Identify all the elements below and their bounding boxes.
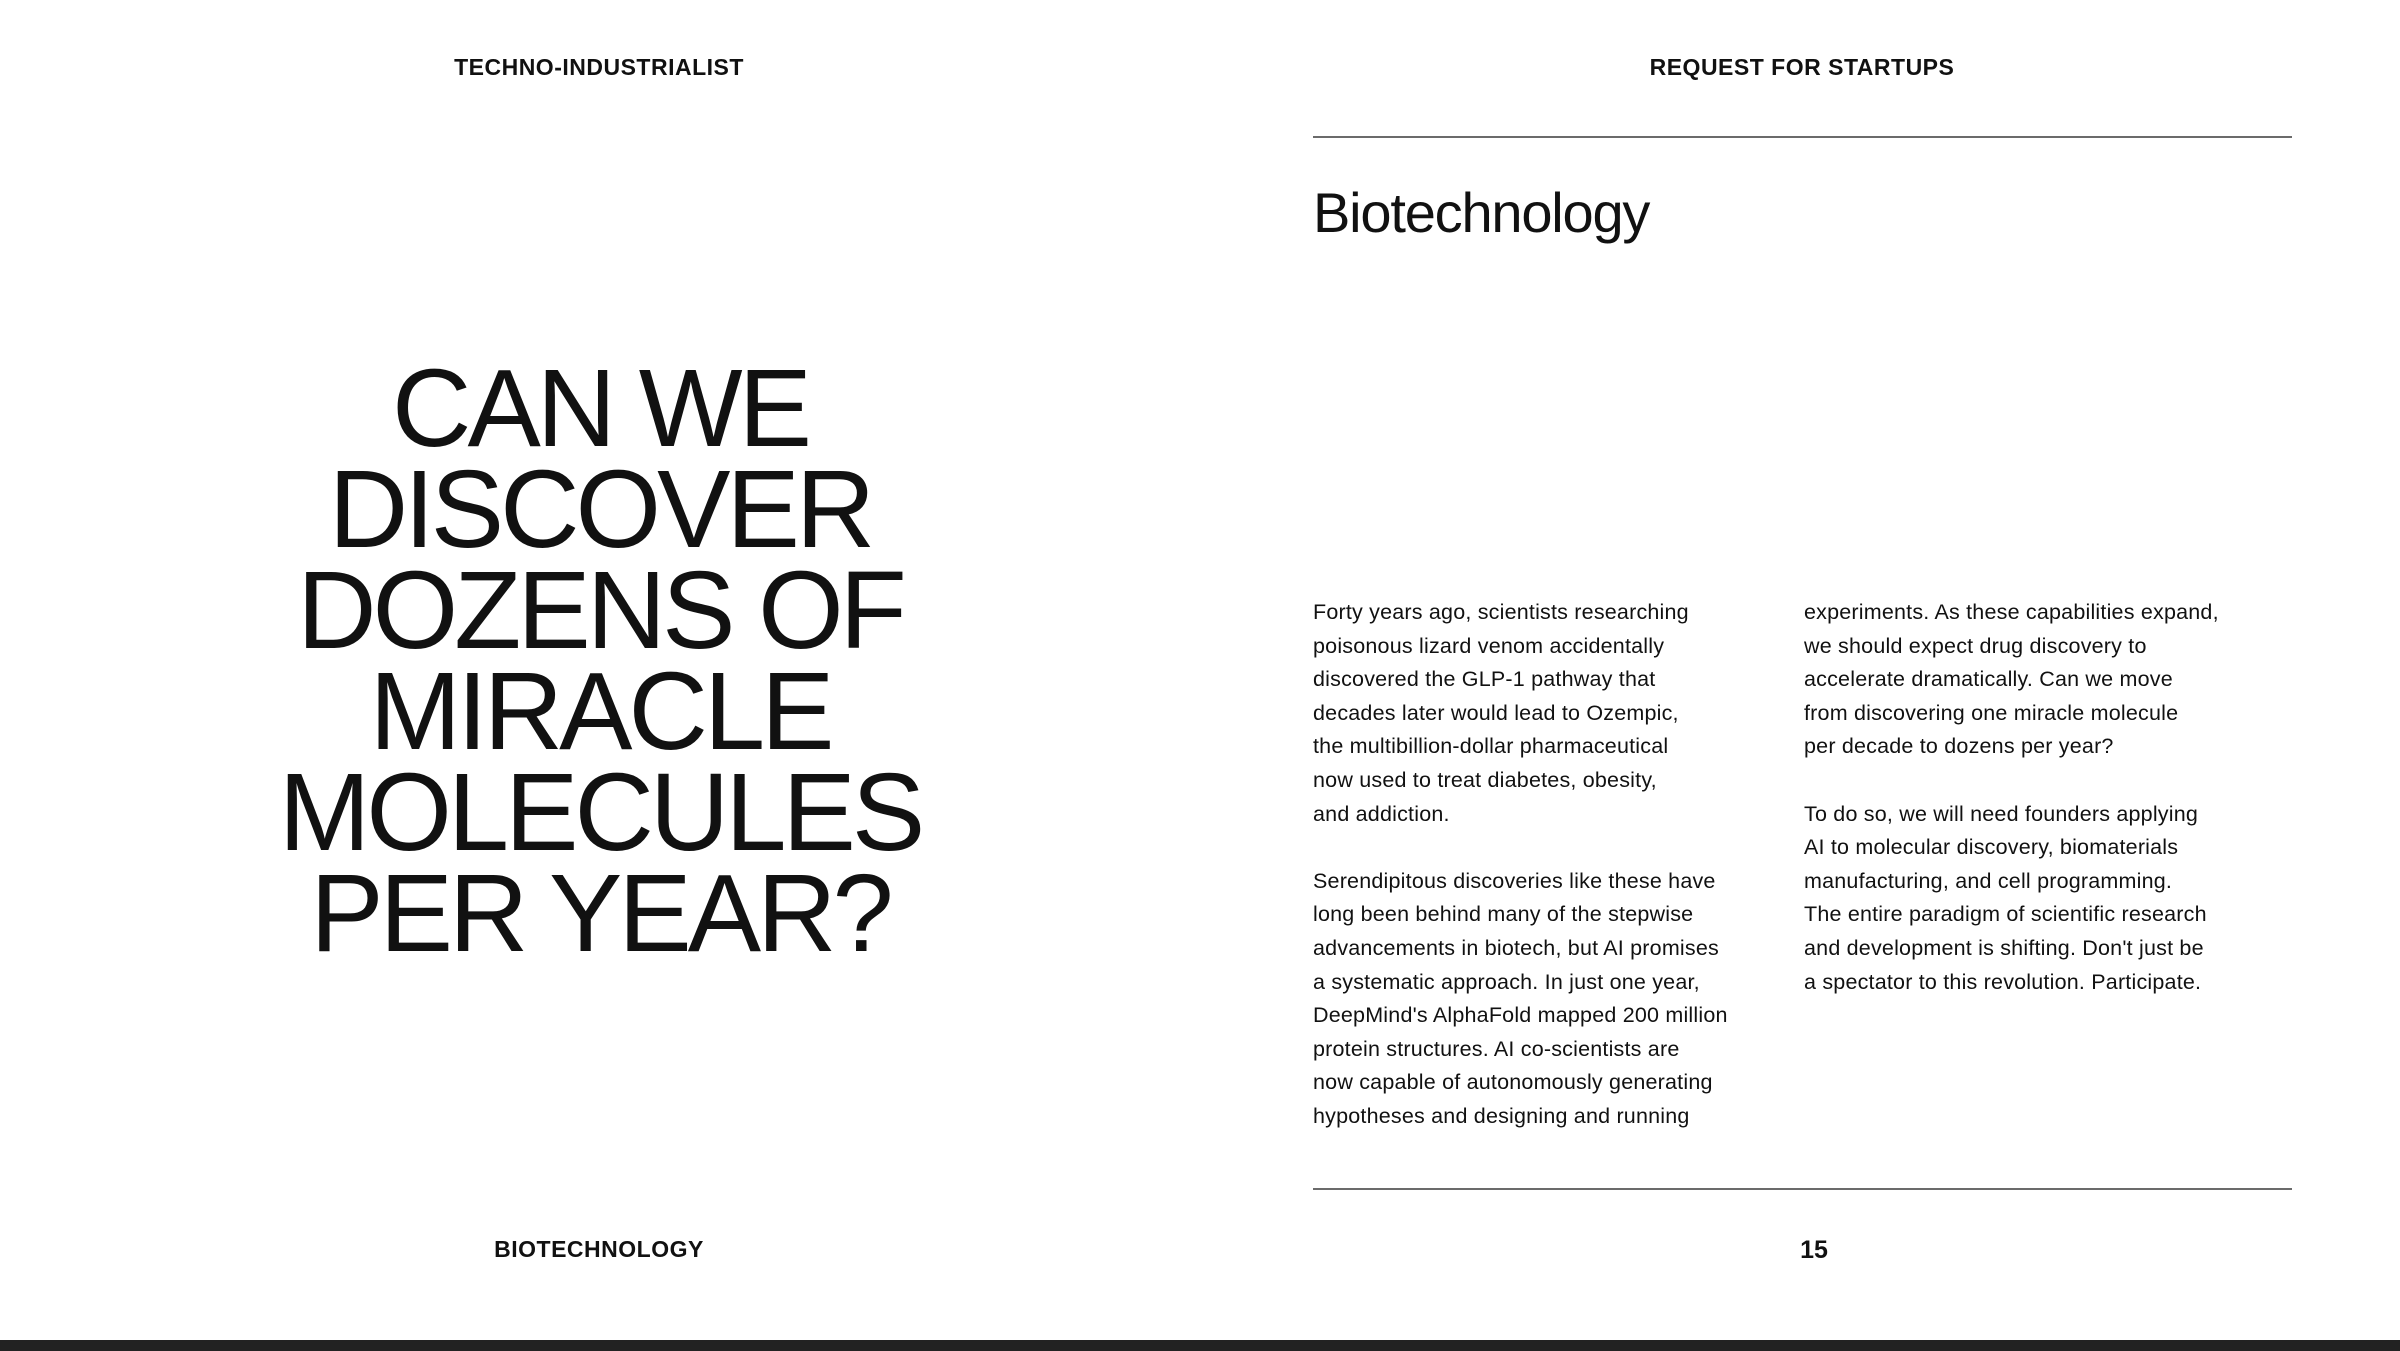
hero-line: PER YEAR? xyxy=(310,852,890,975)
text-line: now capable of autonomously generating xyxy=(1313,1070,1713,1095)
text-line: hypotheses and designing and running xyxy=(1313,1103,1690,1128)
text-line: The entire paradigm of scientific research xyxy=(1804,902,2207,927)
text-line: long been behind many of the stepwise xyxy=(1313,902,1694,927)
top-divider xyxy=(1313,136,2292,138)
viewer-bottom-bar xyxy=(0,1340,2400,1351)
text-line: Serendipitous discoveries like these have xyxy=(1313,868,1716,893)
hero-line: MIRACLE xyxy=(369,650,831,773)
hero-line: DOZENS OF xyxy=(297,549,903,672)
page-number: 15 xyxy=(1800,1236,1828,1264)
text-line: we should expect drug discovery to xyxy=(1804,633,2147,658)
text-line: manufacturing, and cell programming. xyxy=(1804,868,2173,893)
text-line: from discovering one miracle molecule xyxy=(1804,700,2179,725)
footer-section-label: BIOTECHNOLOGY xyxy=(494,1236,704,1262)
text-line: Forty years ago, scientists researching xyxy=(1313,600,1689,624)
body-column-left xyxy=(1313,596,1783,1134)
hero-line: MOLECULES xyxy=(278,751,922,874)
paragraph-experiments xyxy=(1804,596,2274,764)
text-line: and development is shifting. Don't just be xyxy=(1804,935,2204,960)
text-line: and addiction. xyxy=(1313,801,1450,826)
text-line: protein structures. AI co-scientists are xyxy=(1313,1036,1680,1061)
text-line: now used to treat diabetes, obesity, xyxy=(1313,767,1657,792)
text-line: To do so, we will need founders applying xyxy=(1804,801,2199,826)
body-column-right xyxy=(1804,596,2274,999)
text-line: advancements in biotech, but AI promises xyxy=(1313,935,1719,960)
text-line: a systematic approach. In just one year, xyxy=(1313,969,1700,994)
text-line: per decade to dozens per year? xyxy=(1804,734,2114,759)
text-line: DeepMind's AlphaFold mapped 200 million xyxy=(1313,1003,1728,1028)
section-title: Biotechnology xyxy=(1313,181,1650,244)
hero-line: CAN WE xyxy=(392,347,808,470)
hero-line: DISCOVER xyxy=(328,448,872,571)
running-head-right: REQUEST FOR STARTUPS xyxy=(1649,54,1955,80)
bottom-divider xyxy=(1313,1188,2292,1190)
text-line: discovered the GLP-1 pathway that xyxy=(1313,667,1656,692)
text-line: experiments. As these capabilities expand, xyxy=(1804,600,2219,624)
text-line: decades later would lead to Ozempic, xyxy=(1313,700,1679,725)
text-line: poisonous lizard venom accidentally xyxy=(1313,633,1665,658)
paragraph-venom-discovery xyxy=(1313,596,1783,831)
paragraph-call-to-founders xyxy=(1804,798,2274,1000)
text-line: AI to molecular discovery, biomaterials xyxy=(1804,835,2179,860)
running-head-left: TECHNO-INDUSTRIALIST xyxy=(454,54,744,80)
paragraph-serendipitous xyxy=(1313,865,1783,1134)
text-line: the multibillion-dollar pharmaceutical xyxy=(1313,734,1669,759)
text-line: a spectator to this revolution. Participate. xyxy=(1804,969,2202,994)
text-line: accelerate dramatically. Can we move xyxy=(1804,667,2173,692)
hero-question xyxy=(150,347,1050,975)
